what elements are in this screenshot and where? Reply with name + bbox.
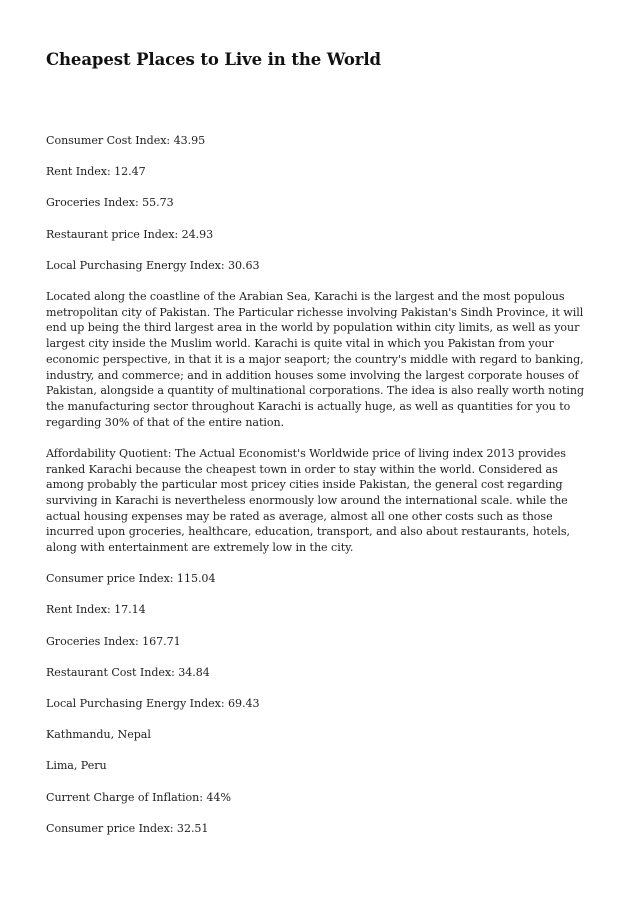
paragraph-groceries-index: Groceries Index: 55.73: [46, 196, 174, 210]
paragraph-inflation: Current Charge of Inflation: 44%: [46, 790, 231, 804]
paragraph-consumer-price-index-2: Consumer price Index: 32.51: [46, 821, 209, 835]
paragraph-kathmandu: Kathmandu, Nepal: [46, 728, 151, 742]
paragraph-rent-index-2: Rent Index: 17.14: [46, 603, 146, 617]
document-body: [46, 133, 594, 852]
paragraph-restaurant-cost-index: Restaurant Cost Index: 34.84: [46, 665, 210, 679]
paragraph-consumer-cost-index: Consumer Cost Index: 43.95: [46, 134, 206, 147]
document-title: Cheapest Places to Live in the World: [46, 50, 381, 69]
paragraph-rent-index: Rent Index: 12.47: [46, 165, 146, 179]
paragraph-lima: Lima, Peru: [46, 759, 107, 773]
paragraph-local-purchasing-index: Local Purchasing Energy Index: 30.63: [46, 258, 260, 272]
paragraph-affordability-quotient: Affordability Quotient: The Actual Economist's Worldwide price of living index 2013 provides ranked Karachi because the cheapest town in order to stay within the world. Considered as among probably the particular most pricey cities inside Pakistan, the general cost regarding surviving in Karachi is nevertheless enormously low around the international scale. while the actual housing expenses may be rated as average, almost all one other costs such as those incurred upon groceries, healthcare, education, transport, and also about restaurants, hotels, along with entertainment are extremely low in the city.: [46, 446, 570, 555]
paragraph-restaurant-price-index: Restaurant price Index: 24.93: [46, 227, 214, 241]
paragraph-karachi-description: Located along the coastline of the Arabian Sea, Karachi is the largest and the most populous metropolitan city of Pakistan. The Particular richesse involving Pakistan's Sindh Province, it will end up being the third largest area in the world by population within city limits, as well as your largest city inside the Muslim world. Karachi is quite vital in which you Pakistan from your economic perspective, in that it is a major seaport; the country's middle with regard to banking, industry, and commerce; and in addition houses some involving the largest corporate houses of Pakistan, alongside a quantity of multinational corporations. The idea is also really worth noting the manufacturing sector throughout Karachi is actually huge, as well as quantities for you to regarding 30% of that of the entire nation.: [46, 290, 584, 429]
paragraph-consumer-price-index: Consumer price Index: 115.04: [46, 572, 216, 586]
paragraph-groceries-index-2: Groceries Index: 167.71: [46, 634, 181, 648]
paragraph-local-purchasing-index-2: Local Purchasing Energy Index: 69.43: [46, 697, 260, 711]
